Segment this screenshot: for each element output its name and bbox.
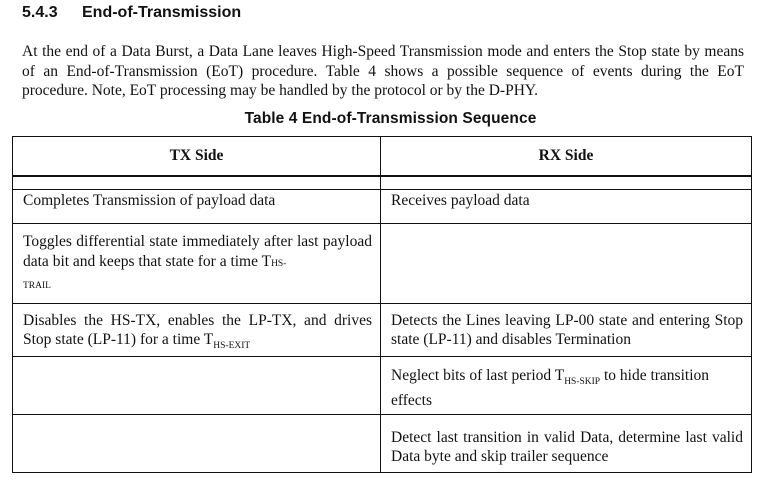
header-tx-side: TX Side (13, 137, 381, 177)
tx-cell (13, 224, 381, 304)
eot-sequence-table (12, 136, 752, 473)
section-heading (22, 4, 241, 22)
gap-cell-rx (381, 176, 752, 190)
tx-cell (13, 304, 381, 357)
section-title: End-of-Transmission (82, 4, 242, 21)
rx-text: Receives payload data (391, 192, 530, 209)
rx-cell (381, 304, 752, 357)
tx-subscript: HS-EXIT (213, 340, 251, 351)
rx-text: Detects the Lines leaving LP-00 state and entering Stop state (LP-11) and disables Termination (391, 312, 743, 348)
tx-text: Disables the HS-TX, enables the LP-TX, and drives Stop state (LP-11) for a time T (23, 312, 372, 348)
tx-cell (13, 415, 381, 473)
tx-subscript: HS- (271, 258, 287, 269)
section-number: 5.4.3 (22, 4, 58, 21)
tx-subscript-cont: TRAIL (23, 281, 51, 291)
table-header-row (13, 137, 752, 177)
rx-subscript: HS-SKIP (564, 377, 601, 387)
body-paragraph: At the end of a Data Burst, a Data Lane leaves High-Speed Transmission mode and enters the Stop state by means of an End-of-Transmission (EoT) procedure. Table 4 shows a possible sequence of events during the EoT procedure. Note, EoT processing may be handled by the protocol or by the D-PHY. (22, 43, 744, 99)
rx-text: Detect last transition in valid Data, determine last valid Data byte and skip trailer sequence (391, 429, 743, 465)
rx-text: Neglect bits of last period T (391, 367, 565, 384)
tx-cell (13, 357, 381, 415)
rx-cell (381, 224, 752, 304)
rx-cell (381, 190, 752, 224)
table-row (13, 224, 752, 304)
tx-text: Completes Transmission of payload data (23, 192, 276, 209)
table-row (13, 304, 752, 357)
rx-cell (381, 357, 752, 415)
table-row (13, 415, 752, 473)
table-caption: Table 4 End-of-Transmission Sequence (244, 110, 537, 127)
rx-text-cont: to hide transition effects (391, 367, 710, 409)
tx-cell (13, 190, 381, 224)
tx-text: Toggles differential state immediately after last payload data bit and keeps that state for a time T (23, 233, 372, 270)
table-row (13, 190, 752, 224)
header-gap-row (13, 176, 752, 190)
gap-cell-tx (13, 176, 381, 190)
rx-cell (381, 415, 752, 473)
table-row (13, 357, 752, 415)
header-rx-side: RX Side (381, 137, 752, 177)
